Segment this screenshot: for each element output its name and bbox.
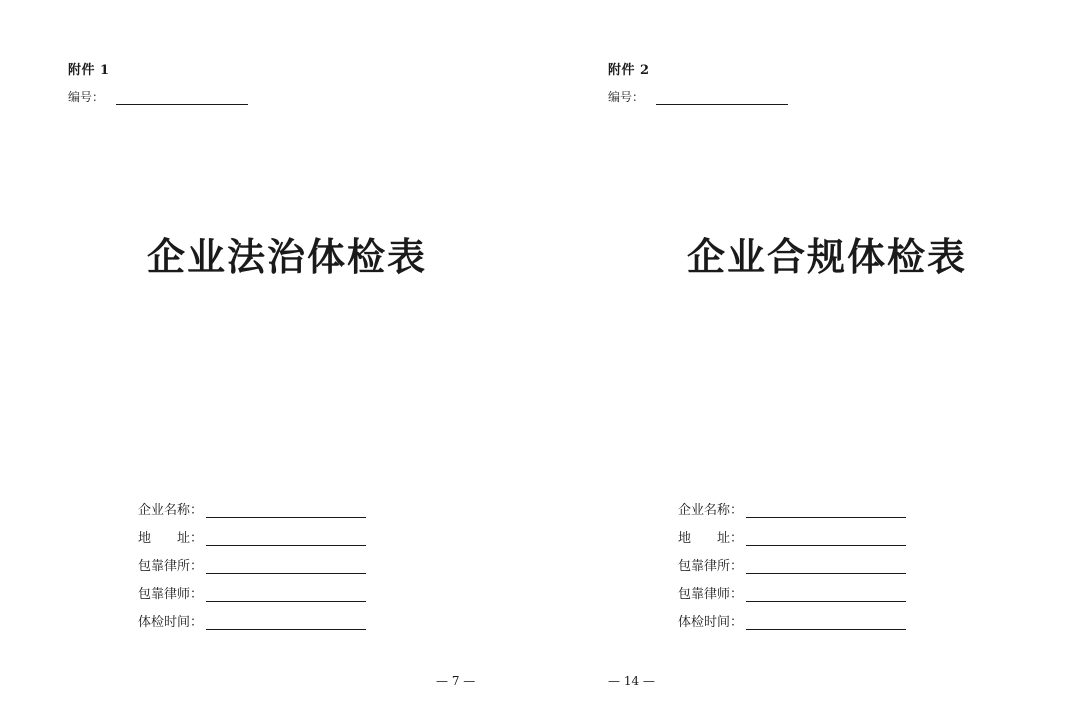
field-label: 体检时间：: [678, 615, 744, 630]
form-row-lawyer: [678, 574, 906, 602]
document-page-right: [540, 0, 1080, 720]
field-blank-line: [206, 503, 366, 518]
form-row-lawyer: [138, 574, 366, 602]
number-row: [608, 88, 788, 105]
field-blank-line: [746, 615, 906, 630]
field-blank-line: [746, 587, 906, 602]
number-blank-line: [656, 91, 788, 105]
document-title: 企业合规体检表: [687, 235, 968, 279]
attachment-label: 附件 2: [608, 63, 650, 78]
field-blank-line: [746, 531, 906, 546]
field-blank-line: [206, 559, 366, 574]
field-label: 地 址：: [678, 531, 744, 546]
form-fields: [138, 490, 366, 630]
field-label: 包靠律师：: [678, 587, 744, 602]
form-row-address: [678, 518, 906, 546]
number-label: 编号：: [608, 90, 645, 104]
field-label: 包靠律所：: [138, 559, 204, 574]
field-label: 地 址：: [138, 531, 204, 546]
form-fields: [678, 490, 906, 630]
number-row: [68, 88, 248, 105]
form-row-address: [138, 518, 366, 546]
page-number: — 7 —: [436, 674, 476, 688]
field-blank-line: [746, 559, 906, 574]
field-label: 体检时间：: [138, 615, 204, 630]
page-number: — 14 —: [608, 674, 655, 688]
field-blank-line: [206, 531, 366, 546]
form-row-law-firm: [678, 546, 906, 574]
form-row-company-name: [678, 490, 906, 518]
form-row-law-firm: [138, 546, 366, 574]
field-label: 包靠律所：: [678, 559, 744, 574]
field-label: 包靠律师：: [138, 587, 204, 602]
number-blank-line: [116, 91, 248, 105]
field-blank-line: [206, 615, 366, 630]
form-row-company-name: [138, 490, 366, 518]
field-blank-line: [206, 587, 366, 602]
document-title: 企业法治体检表: [147, 235, 428, 279]
form-row-checkup-time: [678, 602, 906, 630]
form-row-checkup-time: [138, 602, 366, 630]
field-blank-line: [746, 503, 906, 518]
number-label: 编号：: [68, 90, 105, 104]
field-label: 企业名称：: [138, 503, 204, 518]
attachment-label: 附件 1: [68, 63, 110, 78]
field-label: 企业名称：: [678, 503, 744, 518]
